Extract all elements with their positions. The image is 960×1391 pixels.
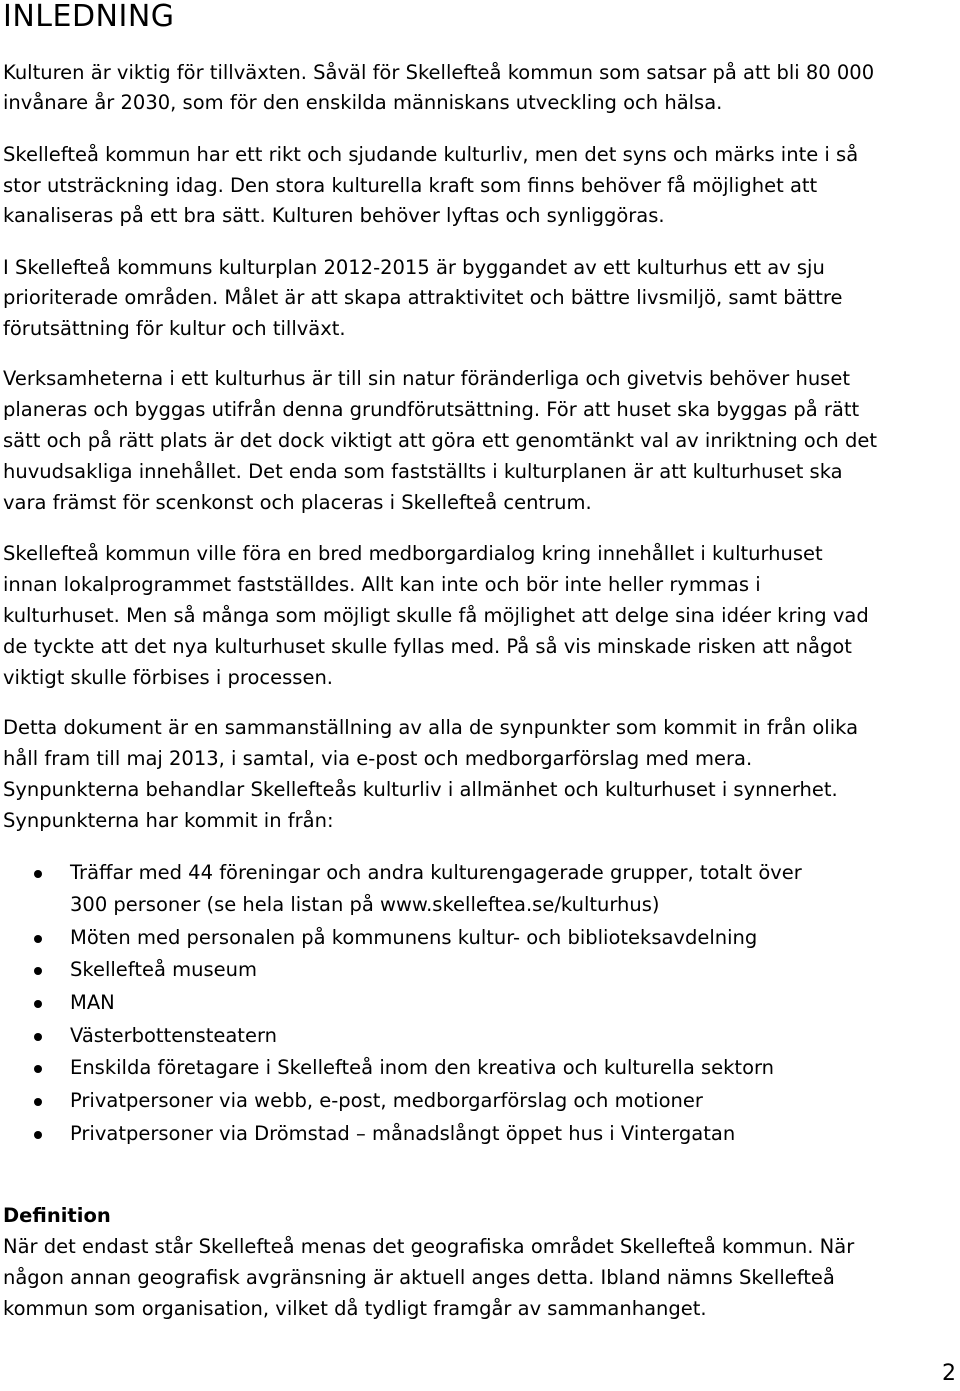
list-item: Skellefteå museum [70, 958, 257, 981]
list-item: MAN [70, 991, 115, 1014]
bullet-icon [34, 870, 42, 878]
paragraph-line: stor utsträckning idag. Den stora kulturella kraft som finns behöver få möjlighet att [3, 174, 818, 197]
paragraph-line: Detta dokument är en sammanställning av alla de synpunkter som kommit in från olika [3, 716, 859, 739]
paragraph-line: I Skellefteå kommuns kulturplan 2012-2015 är byggandet av ett kulturhus ett av sju [3, 256, 825, 279]
list-item: Möten med personalen på kommunens kultur- och biblioteksavdelning [70, 926, 758, 949]
paragraph-line: Synpunkterna behandlar Skellefteås kulturliv i allmänhet och kulturhuset i synnerhet. [3, 778, 838, 801]
definition-heading: Definition [3, 1204, 111, 1227]
paragraph-line: håll fram till maj 2013, i samtal, via e-post och medborgarförslag med mera. [3, 747, 753, 770]
paragraph-line: viktigt skulle förbises i processen. [3, 666, 334, 689]
paragraph-line: Skellefteå kommun har ett rikt och sjudande kulturliv, men det syns och märks inte i så [3, 143, 859, 166]
paragraph-line: kulturhuset. Men så många som möjligt skulle få möjlighet att delge sina idéer kring vad [3, 604, 869, 627]
paragraph-line: de tyckte att det nya kulturhuset skulle fyllas med. På så vis minskade risken att något [3, 635, 852, 658]
bullet-icon [34, 1000, 42, 1008]
definition-line: någon annan geografisk avgränsning är aktuell anges detta. Ibland nämns Skellefteå [3, 1266, 835, 1289]
bullet-icon [34, 967, 42, 975]
paragraph-line: sätt och på rätt plats är det dock viktigt att göra ett genomtänkt val av inriktning och det [3, 429, 878, 452]
paragraph-line: förutsättning för kultur och tillväxt. [3, 317, 346, 340]
list-item: Enskilda företagare i Skellefteå inom den kreativa och kulturella sektorn [70, 1056, 775, 1079]
paragraph-line: kanaliseras på ett bra sätt. Kulturen behöver lyftas och synliggöras. [3, 204, 665, 227]
paragraph-line: invånare år 2030, som för den enskilda människans utveckling och hälsa. [3, 91, 723, 114]
paragraph-line: innan lokalprogrammet fastställdes. Allt kan inte och bör inte heller rymmas i [3, 573, 761, 596]
paragraph-line: huvudsakliga innehållet. Det enda som fastställts i kulturplanen är att kulturhuset ska [3, 460, 843, 483]
bullet-icon [34, 1131, 42, 1139]
paragraph-line: vara främst för scenkonst och placeras i Skellefteå centrum. [3, 491, 592, 514]
bullet-icon [34, 1098, 42, 1106]
list-item-continuation: 300 personer (se hela listan på www.skelleftea.se/kulturhus) [70, 893, 660, 916]
bullet-icon [34, 1033, 42, 1041]
bullet-icon [34, 1065, 42, 1073]
definition-line: kommun som organisation, vilket då tydligt framgår av sammanhanget. [3, 1297, 707, 1320]
definition-line: När det endast står Skellefteå menas det geografiska området Skellefteå kommun. När [3, 1235, 855, 1258]
list-item: Västerbottensteatern [70, 1024, 277, 1047]
list-item: Privatpersoner via Drömstad – månadslångt öppet hus i Vintergatan [70, 1122, 736, 1145]
page-title: INLEDNING [3, 0, 175, 34]
paragraph-line: Verksamheterna i ett kulturhus är till sin natur föränderliga och givetvis behöver huset [3, 367, 850, 390]
list-item: Privatpersoner via webb, e-post, medborgarförslag och motioner [70, 1089, 703, 1112]
page-number: 2 [942, 1361, 956, 1386]
list-item: Träffar med 44 föreningar och andra kulturengagerade grupper, totalt över [70, 861, 802, 884]
paragraph-line: prioriterade områden. Målet är att skapa attraktivitet och bättre livsmiljö, samt bättre [3, 286, 843, 309]
bullet-icon [34, 935, 42, 943]
paragraph-line: planeras och byggas utifrån denna grundförutsättning. För att huset ska byggas på rätt [3, 398, 860, 421]
paragraph-line: Synpunkterna har kommit in från: [3, 809, 334, 832]
paragraph-line: Kulturen är viktig för tillväxten. Såväl för Skellefteå kommun som satsar på att bli 80 000 [3, 61, 875, 84]
paragraph-line: Skellefteå kommun ville föra en bred medborgardialog kring innehållet i kulturhuset [3, 542, 823, 565]
